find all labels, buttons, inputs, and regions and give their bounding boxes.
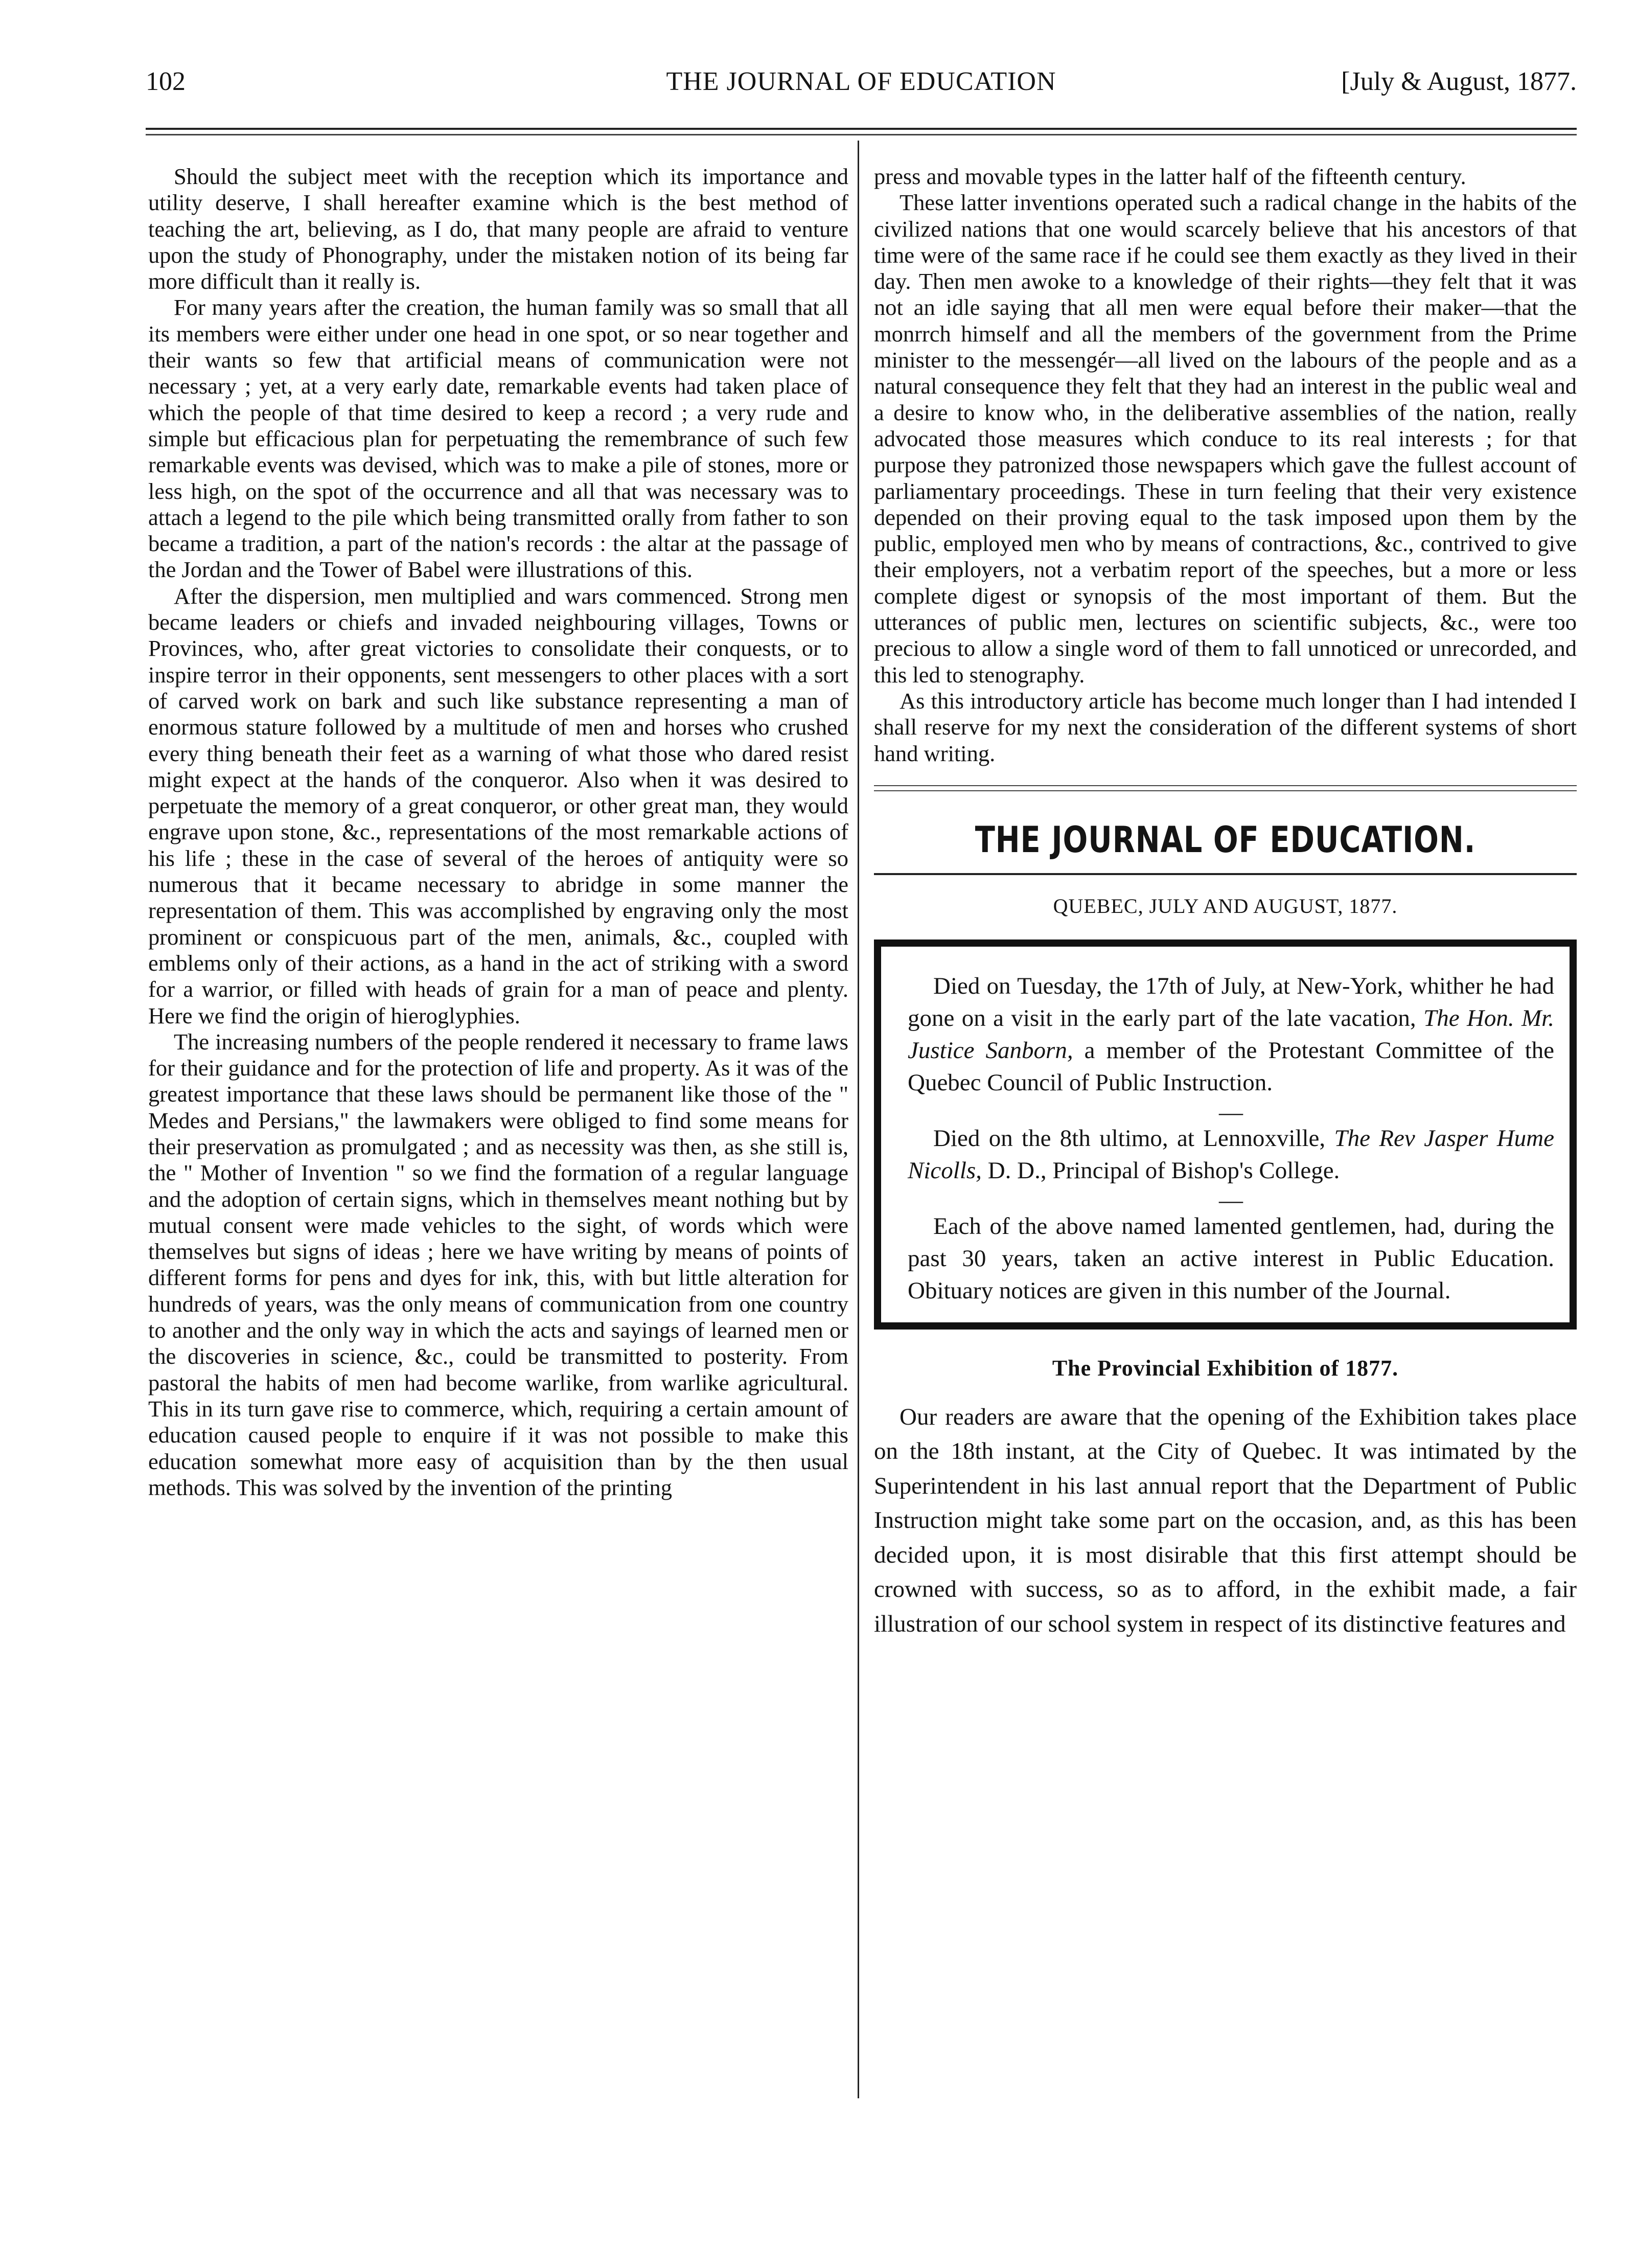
page-header <box>146 66 1577 102</box>
article-end-rule <box>874 785 1577 791</box>
obituary-notice: Died on Tuesday, the 17th of July, at New-York, whither he had gone on a visit in the early part of the late vacation, The Hon. Mr. Justice Sanborn, a member of the Protestant Committee of the Quebec Council of Public Instruction. <box>908 972 1554 1096</box>
header-rule-top <box>146 128 1577 130</box>
column-divider <box>858 141 859 2098</box>
article-paragraph: The increasing numbers of the people rendered it necessary to frame laws for their guidance and for the protection of life and property. As it was of the greatest importance that these laws should be permanent like those of the " Medes and Persians," the lawmakers were obliged to find some means for their preservation as promulgated ; and as necessity was then, as she still is, the " Mother of Invention " so we find the formation of a regular language and the adoption of certain signs, which in themselves meant nothing but by mutual consent were made vehicles to the sight, of words which were themselves but signs of ideas ; here we have writing by means of points of different forms for pens and dyes for ink, this, with but little alteration for hundreds of years, was the only means of communication from one country to another and the only way in which the acts and sayings of learned men or the discoveries in science, &c., could be transmitted to posterity. From pastoral the habits of men had become warlike, from warlike agricultural. This in its turn gave rise to commerce, which, requiring a certain amount of education caused people to enquire if it was not possible to make this education somewhat more easy of acquisition than by the then usual methods. This was solved by the invention of the printing <box>148 1028 848 1500</box>
obituary-separator: — <box>1219 1186 1243 1213</box>
editorial-dateline: QUEBEC, JULY AND AUGUST, 1877. <box>1053 894 1398 918</box>
article-paragraph: Should the subject meet with the reception which its importance and utility deserve, I shall hereafter examine which is the best method of teaching the art, believing, as I do, that many people are afraid to venture upon the study of Phonography, under the mistaken notion of its being far more difficult than it really is. <box>148 164 848 294</box>
issue-date: [July & August, 1877. <box>1341 67 1577 96</box>
obituary-name: The Rev Jasper Hume Nicolls, <box>908 1125 1554 1184</box>
obituary-notice: Died on the 8th ultimo, at Lennoxville, The Rev Jasper Hume Nicolls, D. D., Principal of Bishop's College. <box>908 1125 1554 1184</box>
right-column <box>874 164 1577 1641</box>
obituary-note: Each of the above named lamented gentlemen, had, during the past 30 years, taken an active interest in Public Education. Obituary notices are given in this number of the Journal. <box>908 1212 1554 1304</box>
obituary-separator: — <box>1219 1098 1243 1126</box>
left-column <box>148 164 848 1501</box>
article-paragraph: Our readers are aware that the opening of the Exhibition takes place on the 18th instant, at the City of Quebec. It was intimated by the Superintendent in his last annual report that the Department of Public Instruction might take some part on the occasion, and, as this has been decided upon, it is most disirable that this first attempt should be crowned with success, so as to afford, in the exhibit made, a fair illustration of our school system in respect of its distinctive features and <box>874 1403 1577 1637</box>
article-paragraph: After the dispersion, men multiplied and wars commenced. Strong men became leaders or chiefs and invaded neighbouring villages, Towns or Provinces, who, after great victories to consolidate their conquests, or to inspire terror in their opponents, sent messengers to other places with a sort of carved work on bark and such like substance representing a man of enormous stature followed by a multitude of men and horses who crushed every thing beneath their feet as a warning of what those who dared resist might expect at the hands of the conqueror. Also when it was desired to perpetuate the memory of a great conqueror, or other great man, they would engrave upon stone, &c., representations of the most remarkable actions of his life ; these in the case of several of the heroes of antiquity were so numerous that it became necessary to abridge in some manner the representation of them. This was accomplished by engraving only the most prominent or conspicuous part of the men, animals, &c., coupled with emblems only of their actions, as a hand in the act of striking with a sword for a warrior, or filled with heads of grain for a man of peace and plenty. Here we find the origin of hieroglyphies. <box>148 583 848 1028</box>
section-body <box>874 1400 1577 1642</box>
section-heading: The Provincial Exhibition of 1877. <box>1052 1355 1399 1381</box>
obituary-name: The Hon. Mr. Justice Sanborn, <box>908 1004 1554 1064</box>
article-continuation: press and movable types in the latter half of the fifteenth century. <box>874 164 1466 189</box>
masthead-rule <box>874 873 1577 875</box>
obituary-box <box>874 940 1577 1330</box>
article-paragraph: As this introductory article has become much longer than I had intended I shall reserve for my next the consideration of the different systems of short hand writing. <box>874 688 1577 766</box>
article-paragraph: For many years after the creation, the human family was so small that all its members were either under one head in one spot, or so near together and their wants so few that artificial means of communication were not necessary ; yet, at a very early date, remarkable events had taken place of which the people of that time desired to keep a record ; a very rude and simple but efficacious plan for perpetuating the remembrance of such few remarkable events was devised, which was to make a pile of stones, more or less high, on the spot of the occurrence and all that was necessary was to attach a legend to the pile which being transmitted orally from father to son became a tradition, a part of the nation's records : the altar at the passage of the Jordan and the Tower of Babel were illustrations of this. <box>148 294 848 583</box>
page-number: 102 <box>146 67 186 96</box>
article-paragraph: These latter inventions operated such a radical change in the habits of the civilized nations that one would scarcely believe that his ancestors of that time were of the same race if he could see them exactly as they lived in their day. Then men awoke to a knowledge of their rights—they felt that it was not an idle saying that all men were equal before their maker—that the monrrch himself and all the members of the government from the Prime minister to the messengér—all lived on the labours of the people and as a natural consequence they felt that they had an interest in the public weal and a desire to know who, in the deliberative assemblies of the nation, really advocated those measures which conduce to its real interests ; for that purpose they patronized those newspapers which gave the fullest account of parliamentary proceedings. These in turn feeling that their very existence depended on their proving equal to the task imposed upon them by the public, employed men who by means of contractions, &c., contrived to give their employers, not a verbatim report of the speeches, but a more or less complete digest or synopsis of the most important of them. But the utterances of public men, lectures on scientific subjects, &c., were too precious to allow a single word of them to fall unnoticed or unrecorded, and this led to stenography. <box>874 190 1577 688</box>
running-title: THE JOURNAL OF EDUCATION <box>666 67 1056 96</box>
header-rule-bottom <box>146 134 1577 135</box>
editorial-masthead: THE JOURNAL OF EDUCATION. <box>975 818 1476 861</box>
